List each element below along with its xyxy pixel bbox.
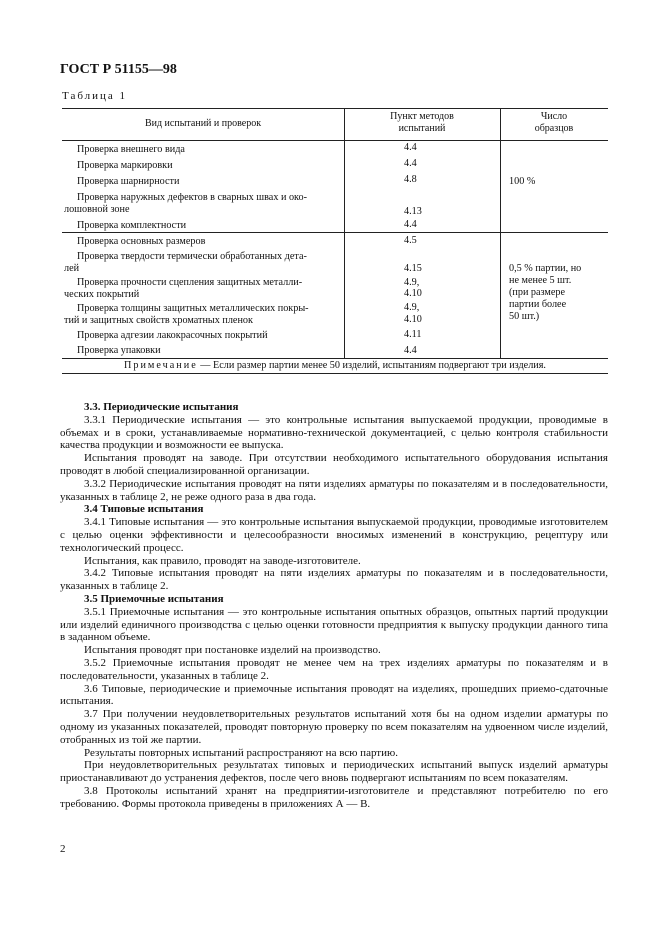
section-heading-3-4: 3.4 Типовые испытания — [84, 503, 204, 516]
header-clause-line2: испытаний — [398, 123, 446, 134]
paragraph-3-3-1b: Испытания проводят на заводе. При отсутствии необходимого испытательного оборудования испытания проводят в любой специализированной организации. — [60, 452, 608, 477]
table-note — [62, 360, 608, 373]
header-test-type: Вид испытаний и проверок — [144, 118, 262, 129]
table-row-name: Проверка основных размеров — [77, 236, 206, 247]
table-row-clause: 4.15 — [404, 263, 422, 274]
table-row-clause: 4.13 — [404, 206, 422, 217]
paragraph-3-5-2: 3.5.2 Приемочные испытания проводят не менее чем на трех изделиях арматуры по показателям и в последовательности, указанных в таблице 2. — [60, 656, 608, 682]
table-row-clause: 4.4 — [404, 345, 417, 356]
table-row-name: Проверка маркировки — [77, 160, 173, 171]
table-row-name: Проверка внешнего вида — [77, 144, 185, 155]
paragraph-3-6: 3.6 Типовые, периодические и приемочные испытания проводят на изделиях, прошедших приемо-сдаточные испытания. — [60, 682, 608, 708]
group2-sample-count-4: партии более — [509, 299, 567, 310]
group1-sample-count: 100 % — [509, 176, 536, 187]
table-row-clause: 4.9, — [404, 277, 420, 288]
table-row-clause: 4.4 — [404, 158, 417, 169]
group2-sample-count-2: не менее 5 шт. — [509, 275, 572, 286]
paragraph-3-5-1: 3.5.1 Приемочные испытания — это контрольные испытания опытных образцов, опытных партий продукции или изделий единичного производства с целью оценки готовности предприятия к выпуску продукции данного типа в заданном объеме. — [60, 605, 608, 644]
paragraph-3-4-2: 3.4.2 Типовые испытания проводят на пяти изделиях арматуры по показателям и в последовательности, указанных в таблице 2. — [60, 567, 608, 593]
paragraph-3-8: 3.8 Протоколы испытаний хранят на предприятии-изготовителе и представляют потребителю по его требованию. Формы протокола приведены в приложениях А — В. — [60, 784, 608, 810]
table-row-clause: 4.8 — [404, 174, 417, 185]
table-row-name: Проверка прочности сцепления защитных металли- — [77, 277, 303, 288]
table-row-clause-cont: 4.10 — [404, 288, 422, 299]
document-code: ГОСТ Р 51155—98 — [60, 62, 177, 77]
table-row-name: Проверка комплектности — [77, 220, 187, 231]
paragraph-3-7c: При неудовлетворительных результатах типовых и периодических испытаний выпуск изделий арматуры приостанавливают до устранения дефектов, после чего вновь подвергают испытаниям по всем показателям. — [60, 759, 608, 785]
table-row-clause-cont: 4.10 — [404, 314, 422, 325]
table-row-name: Проверка упаковки — [77, 345, 161, 356]
table-row-name: Проверка толщины защитных металлических покры- — [77, 303, 309, 314]
header-count-line2: образцов — [534, 123, 574, 134]
table-row-name: Проверка адгезии лакокрасочных покрытий — [77, 330, 268, 341]
table-row-name-cont: ческих покрытий — [64, 289, 140, 300]
group2-sample-count-3: (при размере — [509, 287, 566, 298]
header-count-line1: Число — [540, 111, 568, 122]
header-clause-line1: Пункт методов — [390, 111, 454, 122]
group2-sample-count-5: 50 шт.) — [509, 311, 540, 322]
table-row-name: Проверка наружных дефектов в сварных швах и око- — [77, 192, 307, 203]
table-row-name-cont: лей — [64, 263, 80, 274]
table-row-name: Проверка твердости термически обработанных дета- — [77, 251, 307, 262]
table-caption: Таблица 1 — [62, 90, 128, 102]
body-text — [60, 401, 608, 811]
note-text: — Если размер партии менее 50 изделий, испытаниям подвергают три изделия. — [197, 360, 546, 371]
paragraph-3-4-1b: Испытания, как правило, проводят на заводе-изготовителе. — [84, 554, 361, 567]
table-row-clause: 4.4 — [404, 219, 417, 230]
table-row-clause: 4.11 — [404, 329, 422, 340]
table-row-clause: 4.9, — [404, 302, 420, 313]
table-row-name-cont: лошовной зоне — [64, 204, 130, 215]
table-row-name: Проверка шарнирности — [77, 176, 180, 187]
paragraph-3-4-1: 3.4.1 Типовые испытания — это контрольные испытания выпускаемой продукции, проводимые изготовителем с целью оценки эффективности и целесообразности вносимых изменений в конструкцию, рецептуру или технологический процесс. — [60, 516, 608, 554]
page-number: 2 — [60, 843, 66, 855]
paragraph-3-5-1b: Испытания проводят при постановке изделий на производство. — [84, 644, 381, 657]
paragraph-3-7b: Результаты повторных испытаний распространяют на всю партию. — [84, 746, 398, 759]
paragraph-3-7: 3.7 При получении неудовлетворительных результатов испытаний хотя бы на одном изделии арматуры по одному из указанных показателей, проводят повторную проверку по всем показателям на удвоенном числе изделий, отобранных из той же партии. — [60, 708, 608, 746]
group2-sample-count-1: 0,5 % партии, но — [509, 263, 582, 274]
note-label: Примечание — [124, 360, 198, 371]
paragraph-3-3-1: 3.3.1 Периодические испытания — это контрольные испытания выпускаемой продукции, проводимые в объемах и в сроки, устанавливаемые нормативно-технической документацией, с целью контроля стабильности качества продукции и возможности ее выпуска. — [60, 413, 608, 452]
table-row-clause: 4.4 — [404, 142, 417, 153]
paragraph-3-3-2: 3.3.2 Периодические испытания проводят на пяти изделиях арматуры по показателям и в последовательности, указанных в таблице 2, не реже одного раза в два года. — [60, 477, 608, 503]
table-row-clause: 4.5 — [404, 235, 417, 246]
table-row-name-cont: тий и защитных свойств хроматных пленок — [64, 315, 253, 326]
section-heading-3-3: 3.3. Периодические испытания — [84, 401, 239, 413]
section-heading-3-5: 3.5 Приемочные испытания — [84, 592, 224, 605]
